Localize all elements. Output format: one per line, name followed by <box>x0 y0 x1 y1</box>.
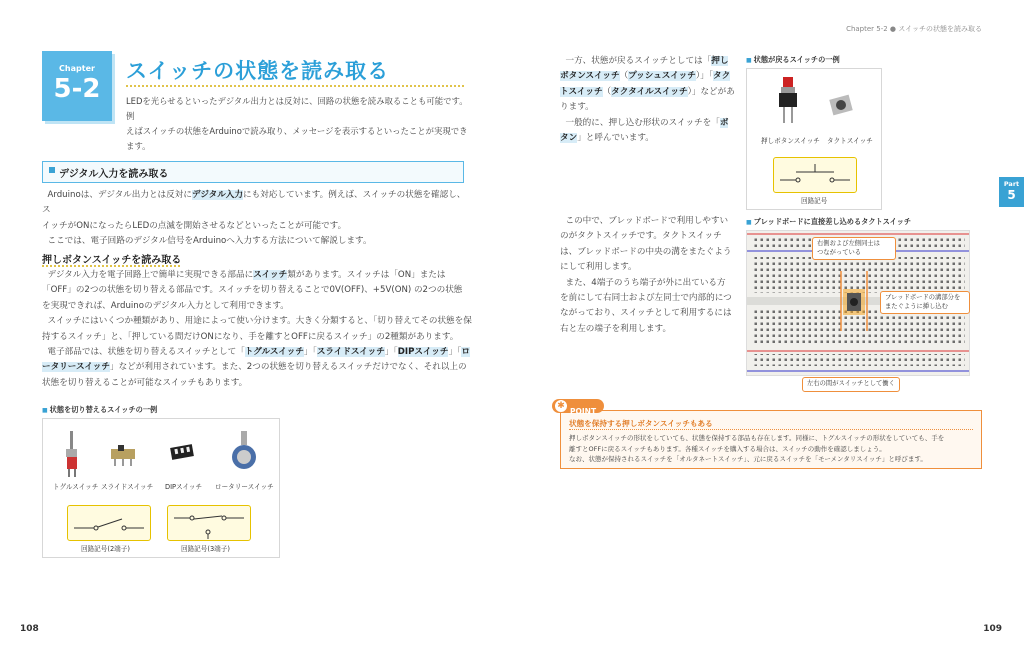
circuit-symbol-2terminal <box>67 505 151 541</box>
text-run: 一般的に、押し込む形状のスイッチを「 <box>565 117 720 128</box>
text-run: Arduinoは、デジタル出力とは反対に <box>47 190 192 200</box>
text-run: ここでは、電子回路のデジタル信号をArduinoへ入力する方法について解説します。 <box>47 236 372 247</box>
right-middle-text <box>560 214 735 337</box>
text-line: 右と左の端子を利用します。 <box>560 323 672 334</box>
breadboard-callout-connected <box>812 237 896 260</box>
intro-line: LEDを光らせるといったデジタル出力とは反対に、回路の状態を読み取ることも可能です。例 <box>126 96 468 121</box>
page-number-right: 109 <box>983 624 1002 634</box>
rotary-switch-image <box>227 429 261 473</box>
keyword-highlight: タン <box>560 133 578 144</box>
point-badge <box>552 399 604 416</box>
circuit-symbol-push <box>773 157 857 193</box>
text-line: を前にして右同士および左同士で内部的につ <box>560 293 732 304</box>
breadboard-callout-straddle <box>880 291 970 314</box>
keyword-highlight: タク <box>713 71 731 82</box>
lightbulb-icon: ✱ <box>554 399 568 413</box>
text-run: 」などが利用されています。また、2つの状態を切り替えるスイッチだけでなく、それ以上の <box>109 362 467 373</box>
keyword-highlight: DIPスイッチ <box>397 347 449 358</box>
text-line: を実現できれば、Arduinoのデジタル入力として利用できます。 <box>42 300 289 311</box>
fig-right-sym-label: 回路記号 <box>801 197 828 205</box>
heading-bullet-icon <box>49 167 55 173</box>
fig-left-caption: ■ 状態を切り替えるスイッチの一例 <box>42 405 157 415</box>
text-run: 」「 <box>384 347 398 358</box>
keyword-highlight: プッシュスイッチ <box>628 71 696 82</box>
section1-heading: デジタル入力を読み取る <box>59 169 169 180</box>
text-run: 」「 <box>303 347 317 358</box>
text-line: 状態を切り替えることが可能なスイッチもあります。 <box>42 377 248 388</box>
text-run: 」と呼んでいます。 <box>577 133 654 144</box>
text-line <box>560 276 735 291</box>
text-line: ります。 <box>560 102 594 113</box>
fig-right-bottom-caption: ■ ブレッドボードに直接差し込めるタクトスイッチ <box>746 217 911 227</box>
text-run: 電子部品では、状態を切り替えるスイッチとして「 <box>47 347 245 358</box>
fig-right-label-tact: タクトスイッチ <box>827 137 873 145</box>
text-line <box>560 85 735 100</box>
section2-text <box>42 268 472 391</box>
text-line <box>560 214 735 229</box>
keyword-highlight: ボタンスイッチ <box>560 71 620 82</box>
text-line <box>42 234 472 249</box>
section2-underline <box>42 265 180 267</box>
fig-left-label-toggle: トグルスイッチ <box>53 483 99 491</box>
fig-right-top-caption: ■ 状態が戻るスイッチの一例 <box>746 55 840 65</box>
right-intro-text <box>560 54 735 146</box>
text-line <box>42 268 472 283</box>
text-run: 一方、状態が戻るスイッチとしては「 <box>565 56 712 66</box>
text-line: のがタクトスイッチです。タクトスイッチ <box>560 231 722 242</box>
section1-text <box>42 188 472 250</box>
fig-right-top-frame <box>746 68 882 210</box>
text-line <box>560 54 735 69</box>
intro-line: ます。 <box>126 141 151 151</box>
section-heading-box <box>42 161 464 183</box>
text-run: 類があります。スイッチは「ON」または <box>287 270 446 280</box>
breadboard-callout-switch: 左右の間がスイッチとして働く <box>802 377 900 392</box>
text-line <box>42 345 472 360</box>
keyword-highlight: デジタル入力 <box>191 190 243 200</box>
point-body <box>569 433 979 465</box>
text-line: は、ブレッドボードの中央の溝をまたぐよう <box>560 246 732 257</box>
toggle-switch-image <box>61 429 83 479</box>
text-line: にして利用します。 <box>560 262 637 273</box>
push-switch-symbol-icon <box>774 158 856 192</box>
text-run: また、4端子のうち端子が外に出ている方 <box>565 277 726 288</box>
section2-heading: 押しボタンスイッチを読み取る <box>42 255 182 266</box>
fig-left-label-rotary: ロータリースイッチ <box>215 483 274 491</box>
chapter-badge <box>42 51 112 121</box>
text-run: 」「 <box>448 347 462 358</box>
keyword-highlight: トスイッチ <box>560 86 603 97</box>
running-header: Chapter 5-2 ● スイッチの状態を読み取る <box>846 25 982 33</box>
fig-left-sym-label-2: 回路記号(2端子) <box>81 545 130 553</box>
text-line: イッチがONになったらLEDの点滅を開始させるなどといったことが可能です。 <box>42 220 347 231</box>
fig-right-label-push: 押しボタンスイッチ <box>761 137 820 145</box>
part-tab-number: 5 <box>1007 188 1016 202</box>
intro-text <box>126 94 471 154</box>
switch-symbol-icon <box>168 506 250 540</box>
keyword-highlight: ータリースイッチ <box>42 362 110 373</box>
text-line <box>42 360 472 375</box>
page-number-left: 108 <box>20 624 39 634</box>
text-run: ）」「 <box>695 71 713 82</box>
keyword-highlight: スイッチ <box>253 270 288 280</box>
intro-line: えばスイッチの状態をArduinoで読み取り、メッセージを表示するといったことが実現でき <box>126 126 468 136</box>
chapter-label: Chapter <box>59 64 95 73</box>
chapter-number: 5-2 <box>53 74 101 104</box>
text-line: 持するスイッチ」と、「押している間だけONになり、手を離すとOFFに戻るスイッチ」の2種類があります。 <box>42 331 459 342</box>
text-run: ）」などがあ <box>687 86 735 97</box>
push-button-switch-image <box>773 75 803 127</box>
switch-symbol-icon <box>68 506 150 540</box>
text-run: （ <box>602 86 612 97</box>
text-line <box>560 116 735 131</box>
point-title: 状態を保持する押しボタンスイッチもある <box>569 419 713 428</box>
fig-left-sym-label-3: 回路記号(3端子) <box>181 545 230 553</box>
text-line: 「OFF」の2つの状態を切り替える部品です。スイッチを切り替えることで0V(OFF)、+5V(ON) の2つの状態 <box>42 285 463 296</box>
text-line <box>42 188 472 219</box>
text-line <box>560 131 735 146</box>
page-title: スイッチの状態を読み取る <box>126 59 390 83</box>
keyword-highlight: ボ <box>719 117 729 128</box>
slide-switch-image <box>109 443 139 469</box>
text-line <box>42 314 472 329</box>
dip-switch-image <box>169 441 197 467</box>
text-line <box>560 69 735 84</box>
text-run: デジタル入力を電子回路上で簡単に実現できる部品に <box>47 270 254 280</box>
callout-line: つながっている <box>817 248 862 256</box>
text-run: スイッチにはいくつか種類があり、用途によって使い分けます。大きく分類すると、「切り替えてその状態を保 <box>47 316 472 327</box>
point-line: 離すとOFFに戻るスイッチもあります。各種スイッチを購入する場合は、スイッチの動作を確認しましょう。 <box>569 444 886 453</box>
part-side-tab <box>999 177 1024 207</box>
keyword-highlight: ロ <box>461 347 470 358</box>
keyword-highlight: トグルスイッチ <box>244 347 304 358</box>
callout-line: またぐように挿し込む <box>885 302 948 310</box>
part-tab-label: Part <box>1003 180 1020 188</box>
point-line: なお、状態が保持されるスイッチを「オルタネートスイッチ」、元に戻るスイッチを「モーメンタリスイッチ」と呼びます。 <box>569 455 927 463</box>
title-underline <box>126 85 464 87</box>
callout-line: ブレッドボードの溝部分を <box>885 294 961 301</box>
fig-left-label-slide: スライドスイッチ <box>101 483 154 491</box>
keyword-highlight: 押し <box>711 56 729 66</box>
text-line: ながっており、スイッチとして利用するには <box>560 308 732 319</box>
text-run: この中で、ブレッドボードで利用しやすい <box>565 216 729 226</box>
tact-switch-image <box>827 91 857 119</box>
point-box <box>560 410 982 469</box>
text-run: にも対応しています。例えば、スイッチの状態を確認し、ス <box>42 190 466 216</box>
keyword-highlight: スライドスイッチ <box>316 347 385 358</box>
circuit-symbol-3terminal <box>167 505 251 541</box>
point-line: 押しボタンスイッチの形状をしていても、状態を保持する部品も存在します。同様に、トグルスイッチの形状をしていても、手を <box>569 434 945 442</box>
callout-line: 右側および左側同士は <box>817 240 880 247</box>
point-divider <box>569 429 973 430</box>
text-run: （ <box>619 71 629 82</box>
fig-left-frame <box>42 418 280 558</box>
keyword-highlight: タクタイルスイッチ <box>611 86 688 97</box>
point-badge-label: POINT <box>570 407 597 416</box>
fig-left-label-dip: DIPスイッチ <box>165 483 203 491</box>
